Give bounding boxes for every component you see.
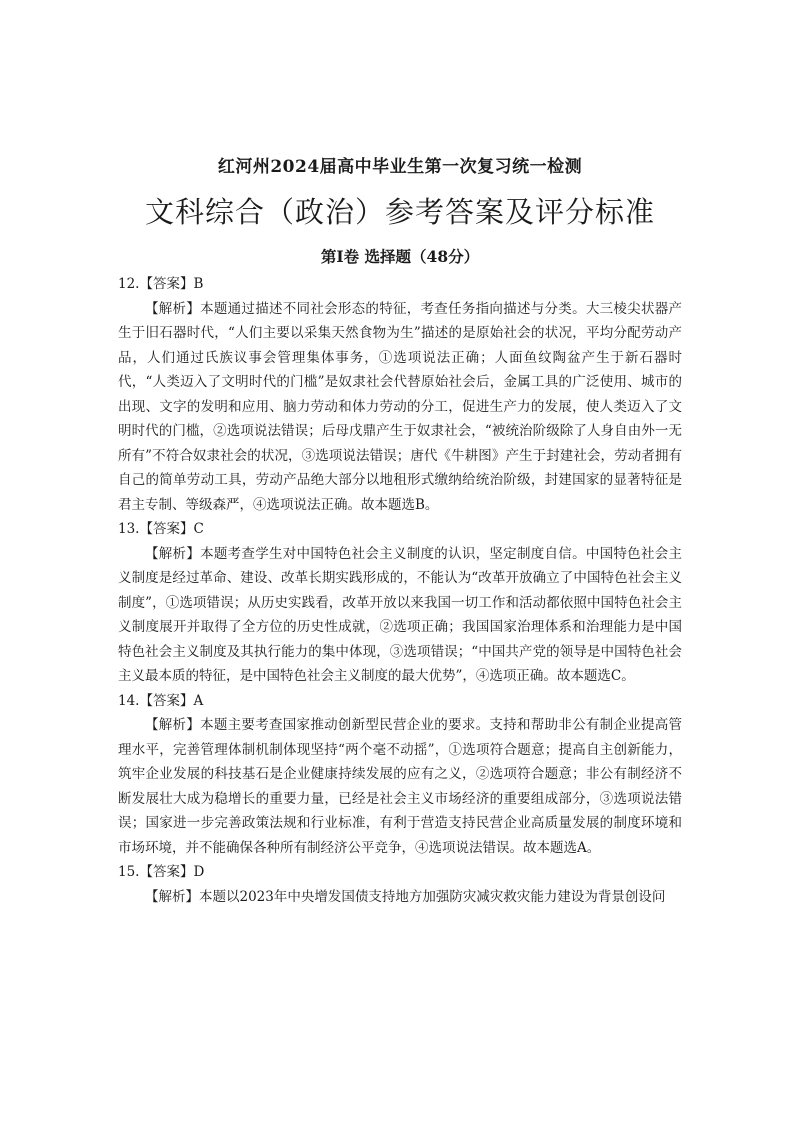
analysis-paragraph: 【解析】本题考查学生对中国特色社会主义制度的认识，坚定制度自信。中国特色社会主义制度是经过革命、建设、改革长期实践形成的，不能认为“改革开放确立了中国特色社会主义制度”，①选项错误；从历史实践看，改革开放以来我国一切工作和活动都依照中国特色社会主义制度展开并取得了全方位的历史性成就，②选项正确；我国国家治理体系和治理能力是中国特色社会主义制度及其执行能力的集中体现，③选项错误；“中国共产党的领导是中国特色社会主义最本质的特征，是中国特色社会主义制度的最大优势”，④选项正确。故本题选C。 — [118, 545, 682, 684]
answer-line: 13.【答案】C — [118, 521, 204, 537]
subject-title: 文科综合（政治）参考答案及评分标准 — [144, 195, 655, 229]
answer-line: 12.【答案】B — [118, 276, 204, 292]
question-15 — [118, 860, 682, 909]
question-12 — [118, 272, 682, 517]
exam-title: 红河州2024届高中毕业生第一次复习统一检测 — [217, 157, 583, 177]
answer-line: 14.【答案】A — [118, 692, 204, 709]
question-14 — [118, 689, 682, 861]
analysis-paragraph: 【解析】本题通过描述不同社会形态的特征，考查任务指向描述与分类。大三棱尖状器产生于旧石器时代，“人们主要以采集天然食物为生”描述的是原始社会的状况，平均分配劳动产品，人们通过氏族议事会管理集体事务，①选项说法正确；人面鱼纹陶盆产生于新石器时代，“人类迈入了文明时代的门槛”是奴隶社会代替原始社会后，金属工具的广泛使用、城市的出现、文字的发明和应用、脑力劳动和体力劳动的分工，促进生产力的发展，使人类迈入了文明时代的门槛，②选项说法错误；后母戊鼎产生于奴隶社会，“被统治阶级除了人身自由外一无所有”不符合奴隶社会的状况，③选项说法错误；唐代《牛耕图》产生于封建社会，劳动者拥有自己的简单劳动工具，劳动产品绝大部分以地租形式缴纳给统治阶级，封建国家的显著特征是君主专制、等级森严，④选项说法正确。故本题选B。 — [118, 300, 682, 513]
section-title: 第Ⅰ卷 选择题（48分） — [320, 247, 480, 266]
answer-line: 15.【答案】D — [118, 864, 205, 880]
analysis-paragraph: 【解析】本题主要考查国家推动创新型民营企业的要求。支持和帮助非公有制企业提高管理水平，完善管理体制机制体现坚持“两个毫不动摇”，①选项符合题意；提高自主创新能力，筑牢企业发展的科技基石是企业健康持续发展的应有之义，②选项符合题意；非公有制经济不断发展壮大成为稳增长的重要力量，已经是社会主义市场经济的重要组成部分，③选项说法错误；国家进一步完善政策法规和行业标准，有利于营造支持民营企业高质量发展的制度环境和市场环境，并不能确保各种所有制经济公平竞争，④选项说法错误。故本题选A。 — [118, 717, 682, 856]
question-13 — [118, 517, 682, 689]
analysis-paragraph: 【解析】本题以2023年中央增发国债支持地方加强防灾减灾救灾能力建设为背景创设问 — [145, 888, 666, 905]
